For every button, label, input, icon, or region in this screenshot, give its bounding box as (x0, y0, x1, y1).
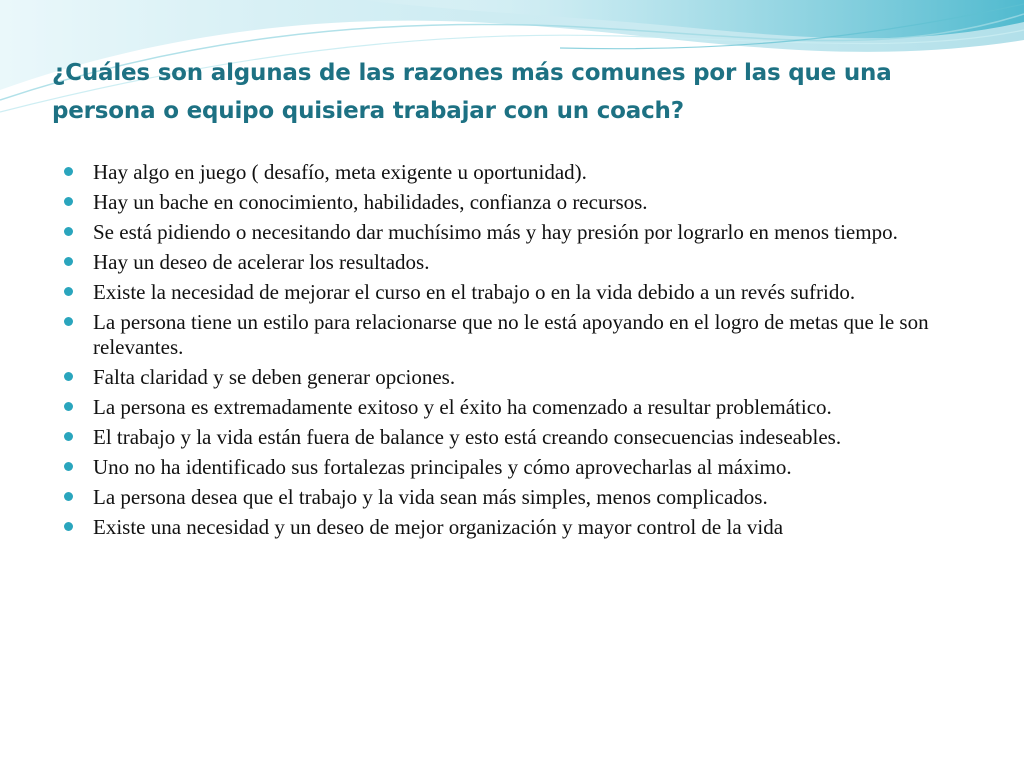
bullet-list (64, 160, 994, 545)
slide-title: ¿Cuáles son algunas de las razones más comunes por las que una persona o equipo quisiera trabajar con un coach? (52, 60, 892, 124)
bullet-item (64, 395, 994, 420)
bullet-dot-icon (64, 167, 73, 176)
bullet-dot-icon (64, 257, 73, 266)
bullet-item (64, 425, 994, 450)
bullet-text: La persona es extremadamente exitoso y el éxito ha comenzado a resultar problemático. (93, 395, 832, 419)
bullet-dot-icon (64, 372, 73, 381)
bullet-text: Uno no ha identificado sus fortalezas principales y cómo aprovecharlas al máximo. (93, 455, 792, 479)
bullet-item (64, 310, 994, 360)
bullet-text: La persona tiene un estilo para relacionarse que no le está apoyando en el logro de metas que le son relevantes. (93, 310, 929, 359)
bullet-item (64, 365, 994, 390)
bullet-dot-icon (64, 492, 73, 501)
bullet-item (64, 160, 994, 185)
bullet-text: Se está pidiendo o necesitando dar muchísimo más y hay presión por lograrlo en menos tiempo. (93, 220, 898, 244)
bullet-dot-icon (64, 462, 73, 471)
bullet-text: Existe una necesidad y un deseo de mejor organización y mayor control de la vida (93, 515, 784, 539)
bullet-item (64, 455, 994, 480)
bullet-text: Hay algo en juego ( desafío, meta exigente u oportunidad). (93, 160, 587, 184)
bullet-dot-icon (64, 227, 73, 236)
bullet-text: Hay un deseo de acelerar los resultados. (93, 250, 430, 274)
bullet-item (64, 515, 994, 540)
bullet-dot-icon (64, 197, 73, 206)
bullet-dot-icon (64, 432, 73, 441)
bullet-dot-icon (64, 522, 73, 531)
bullet-item (64, 485, 994, 510)
bullet-item (64, 250, 994, 275)
bullet-dot-icon (64, 287, 73, 296)
bullet-dot-icon (64, 402, 73, 411)
bullet-item (64, 280, 994, 305)
bullet-text: Falta claridad y se deben generar opciones. (93, 365, 456, 389)
bullet-text: El trabajo y la vida están fuera de balance y esto está creando consecuencias indeseables. (93, 425, 842, 449)
bullet-text: Hay un bache en conocimiento, habilidades, confianza o recursos. (93, 190, 648, 214)
bullet-item (64, 190, 994, 215)
bullet-text: Existe la necesidad de mejorar el curso en el trabajo o en la vida debido a un revés sufrido. (93, 280, 856, 304)
bullet-dot-icon (64, 317, 73, 326)
bullet-text: La persona desea que el trabajo y la vida sean más simples, menos complicados. (93, 485, 768, 509)
bullet-item (64, 220, 994, 245)
